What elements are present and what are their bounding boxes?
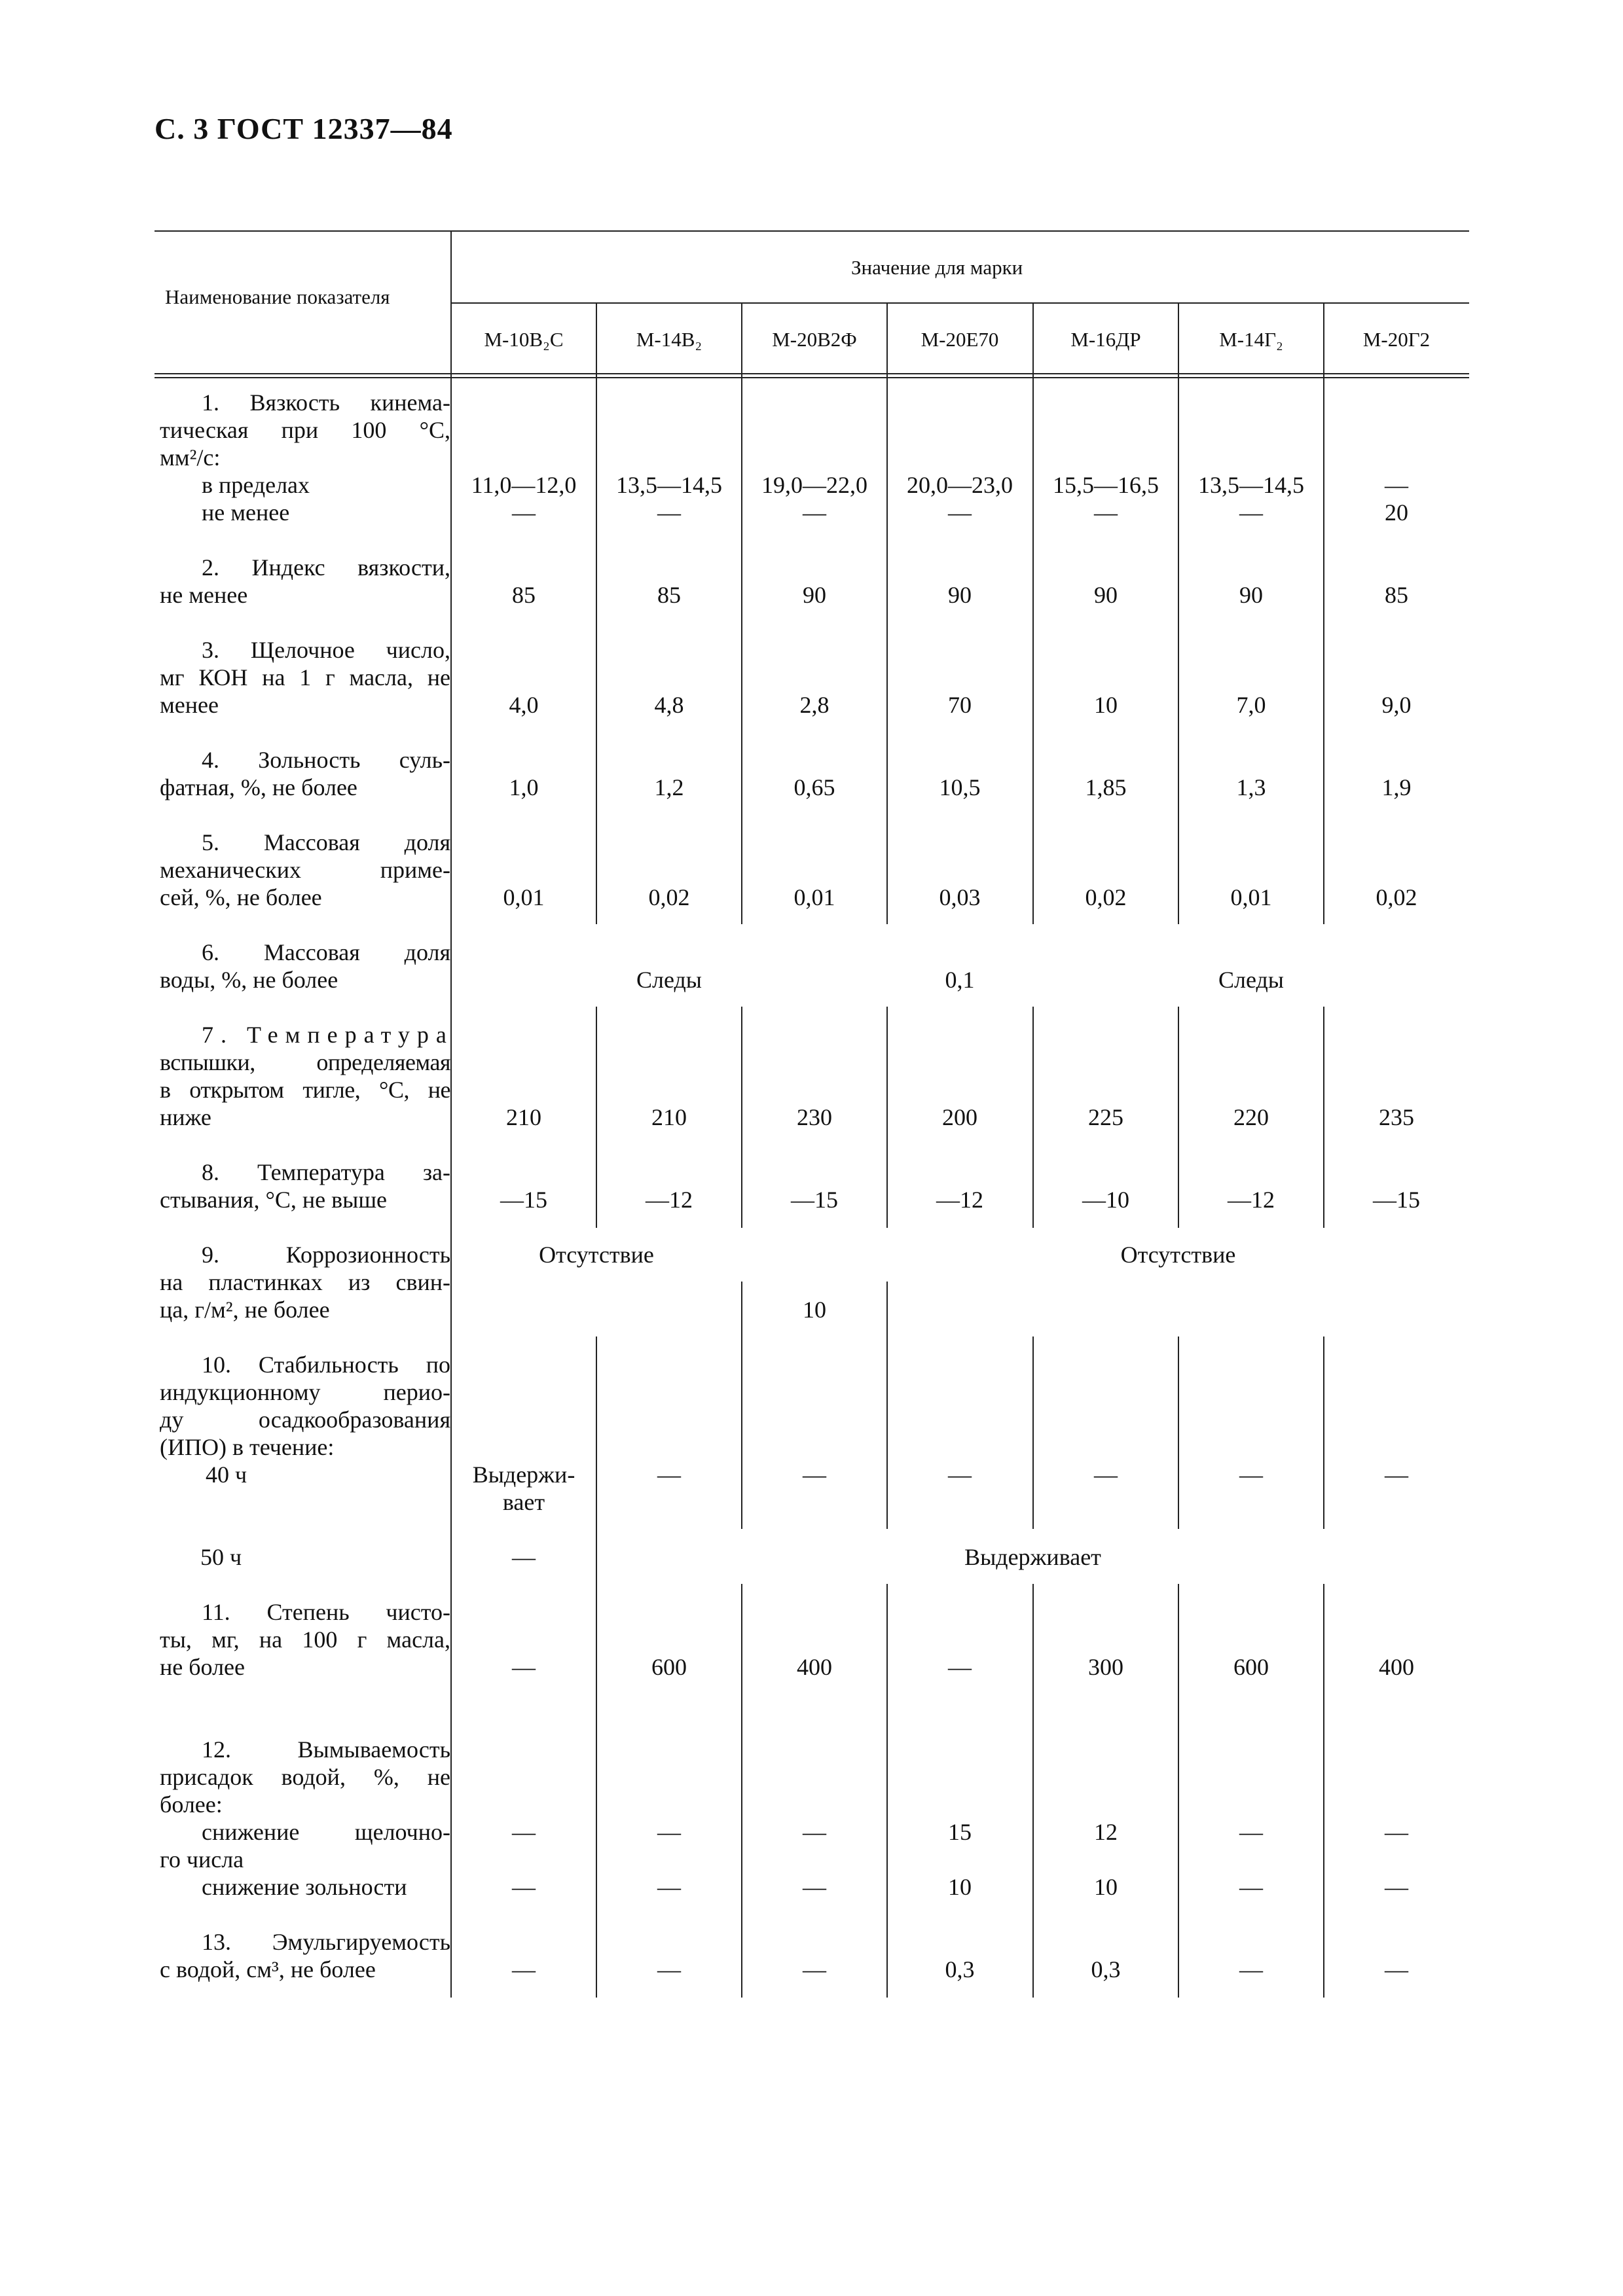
row-11-name: 11. Степень чисто- ты, мг, на 100 г масла, не более xyxy=(160,1599,450,1680)
cell: 0,01 xyxy=(793,884,835,910)
row-6-name: 6. Массовая доля воды, %, не более xyxy=(160,939,450,993)
cell: 11,0—12,0 xyxy=(471,472,577,498)
cell: — xyxy=(1385,1874,1408,1900)
cell: 85 xyxy=(512,582,536,608)
cell: 600 xyxy=(651,1654,687,1680)
row-10-sub-50h: 50 ч xyxy=(200,1544,242,1570)
row-4-name: 4. Зольность суль- фатная, %, не более xyxy=(160,747,450,800)
cell: 210 xyxy=(651,1104,687,1130)
cell: 10 xyxy=(1094,1874,1118,1900)
column-divider xyxy=(1032,1584,1034,1998)
cell: — xyxy=(657,1462,681,1488)
cell: — xyxy=(657,1874,681,1900)
grade-header-rule xyxy=(451,302,1469,304)
cell: вает xyxy=(502,1489,545,1515)
cell: —10 xyxy=(1082,1187,1129,1213)
cell: 0,03 xyxy=(939,884,981,910)
cell: — xyxy=(803,1956,826,1982)
grade-header: М-14В₂ xyxy=(636,328,702,351)
row-13-name: 13. Эмульгируемость с водой, см³, не более xyxy=(160,1929,450,1982)
cell: — xyxy=(1239,1462,1263,1488)
cell: — xyxy=(512,1874,536,1900)
cell: 4,8 xyxy=(654,692,684,718)
cell: —12 xyxy=(1228,1187,1275,1213)
grade-header: М-20Е70 xyxy=(921,328,999,351)
column-divider xyxy=(1178,1336,1179,1529)
column-divider xyxy=(1323,1584,1324,1998)
cell: 235 xyxy=(1379,1104,1414,1130)
cell: — xyxy=(1094,1462,1118,1488)
row-2-name: 2. Индекс вязкости, не менее xyxy=(160,554,450,608)
cell: 2,8 xyxy=(799,692,830,718)
cell: — xyxy=(948,1462,972,1488)
cell: — xyxy=(657,1819,681,1845)
grade-header: М-16ДР xyxy=(1070,328,1141,351)
cell: 85 xyxy=(657,582,681,608)
cell: — xyxy=(1239,1874,1263,1900)
cell: — xyxy=(1239,1956,1263,1982)
cell: —12 xyxy=(646,1187,693,1213)
cell: — xyxy=(657,1956,681,1982)
cell: — xyxy=(1385,1956,1408,1982)
cell: 1,85 xyxy=(1085,774,1127,800)
cell: 9,0 xyxy=(1381,692,1412,718)
row-10-name: 10. Стабильность по индукционному перио- ду осадкообразования (ИПО) в течение: 40 ч xyxy=(160,1352,450,1488)
cell: 0,3 xyxy=(945,1956,975,1982)
cell: — xyxy=(1385,1819,1408,1845)
row-12-name: 12. Вымываемость присадок водой, %, не более: снижение щелочно- го числа снижение зольности xyxy=(160,1736,450,1900)
cell: 90 xyxy=(1239,582,1263,608)
cell: 1,3 xyxy=(1236,774,1266,800)
column-divider xyxy=(1178,377,1179,924)
cell: 1,9 xyxy=(1381,774,1412,800)
cell: — xyxy=(657,499,681,526)
cell: 300 xyxy=(1088,1654,1123,1680)
page-header: С. 3 ГОСТ 12337—84 xyxy=(155,112,453,145)
cell: — xyxy=(948,499,972,526)
grade-header: М-14Г₂ xyxy=(1219,328,1283,351)
cell: 10 xyxy=(1094,692,1118,718)
span-cell: Следы xyxy=(1218,967,1284,993)
column-divider xyxy=(596,1584,597,1998)
cell: 1,0 xyxy=(509,774,539,800)
cell: 0,01 xyxy=(1230,884,1272,910)
cell: 0,65 xyxy=(793,774,835,800)
cell: — xyxy=(803,1819,826,1845)
cell: 220 xyxy=(1233,1104,1269,1130)
cell: 1,2 xyxy=(654,774,684,800)
cell: 10 xyxy=(803,1297,826,1323)
column-divider xyxy=(1323,377,1324,924)
value-header: Значение для марки xyxy=(851,256,1023,279)
column-divider xyxy=(596,377,597,924)
cell: — xyxy=(1239,499,1263,526)
cell: 0,02 xyxy=(1085,884,1127,910)
cell: 0,01 xyxy=(503,884,545,910)
span-cell: Отсутствие xyxy=(539,1242,654,1268)
cell: — xyxy=(803,1462,826,1488)
cell: 90 xyxy=(1094,582,1118,608)
column-divider xyxy=(886,377,888,924)
cell: —12 xyxy=(936,1187,983,1213)
cell: 15,5—16,5 xyxy=(1053,472,1159,498)
cell: 0,1 xyxy=(945,967,975,993)
cell: 600 xyxy=(1233,1654,1269,1680)
cell: — xyxy=(512,1956,536,1982)
cell: 70 xyxy=(948,692,972,718)
cell: 225 xyxy=(1088,1104,1123,1130)
name-column-header: Наименование показателя xyxy=(165,285,390,308)
cell: 230 xyxy=(797,1104,832,1130)
row-9-name: 9. Коррозионность на пластинках из свин- ца, г/м², не более xyxy=(160,1242,450,1323)
cell: — xyxy=(1239,1819,1263,1845)
grade-header: М-20В2Ф xyxy=(772,328,857,351)
cell: — xyxy=(803,499,826,526)
cell: 210 xyxy=(506,1104,541,1130)
cell: — xyxy=(512,1819,536,1845)
cell: — xyxy=(1385,1462,1408,1488)
column-divider xyxy=(1032,377,1034,924)
column-divider xyxy=(741,1336,742,1529)
cell: 7,0 xyxy=(1236,692,1266,718)
cell: 90 xyxy=(948,582,972,608)
cell: 13,5—14,5 xyxy=(1198,472,1304,498)
cell: 10,5 xyxy=(939,774,981,800)
column-divider xyxy=(1323,1336,1324,1529)
row-1-name: 1. Вязкость кинема- тическая при 100 °С, мм²/с: в пределах не менее xyxy=(160,389,450,526)
cell: 0,02 xyxy=(1376,884,1417,910)
cell: 15 xyxy=(948,1819,972,1845)
cell: 0,02 xyxy=(648,884,690,910)
span-cell: Следы xyxy=(636,967,702,993)
span-cell: Выдерживает xyxy=(964,1544,1101,1570)
cell: 200 xyxy=(942,1104,977,1130)
grade-header: М-10В₂С xyxy=(484,328,564,351)
cell: — xyxy=(1385,472,1408,498)
table-top-rule xyxy=(155,230,1469,232)
cell: — xyxy=(803,1874,826,1900)
cell: — xyxy=(512,1654,536,1680)
cell: — xyxy=(948,1654,972,1680)
column-divider xyxy=(886,1584,888,1998)
cell: — xyxy=(1094,499,1118,526)
row-5-name: 5. Массовая доля механических приме- сей, %, не более xyxy=(160,829,450,910)
cell: 85 xyxy=(1385,582,1408,608)
column-divider xyxy=(741,377,742,924)
cell: 20,0—23,0 xyxy=(907,472,1013,498)
cell: 400 xyxy=(797,1654,832,1680)
cell: 10 xyxy=(948,1874,972,1900)
column-divider xyxy=(1032,1336,1034,1529)
header-bottom-rule-2 xyxy=(155,377,1469,378)
row-8-name: 8. Температура за- стывания, °С, не выше xyxy=(160,1159,450,1213)
cell: — xyxy=(512,1544,536,1570)
cell: — xyxy=(512,499,536,526)
cell: 0,3 xyxy=(1091,1956,1121,1982)
row-3-name: 3. Щелочное число, мг КОН на 1 г масла, не менее xyxy=(160,637,450,718)
cell: —15 xyxy=(1373,1187,1420,1213)
row-7-name: 7. Температура вспышки, определяемая в открытом тигле, °С, не ниже xyxy=(160,1022,454,1130)
cell: 400 xyxy=(1379,1654,1414,1680)
cell: 19,0—22,0 xyxy=(761,472,867,498)
column-divider xyxy=(886,1336,888,1529)
cell: 13,5—14,5 xyxy=(616,472,722,498)
cell: 4,0 xyxy=(509,692,539,718)
grade-header: М-20Г2 xyxy=(1362,328,1431,351)
column-divider xyxy=(741,1584,742,1998)
cell: —15 xyxy=(791,1187,838,1213)
column-divider xyxy=(1178,1584,1179,1998)
cell: —15 xyxy=(500,1187,547,1213)
span-cell: Отсутствие xyxy=(1120,1242,1236,1268)
cell: Выдержи- xyxy=(472,1462,575,1488)
header-bottom-rule xyxy=(155,373,1469,374)
cell: 12 xyxy=(1094,1819,1118,1845)
cell: 90 xyxy=(803,582,826,608)
cell: 20 xyxy=(1385,499,1408,526)
